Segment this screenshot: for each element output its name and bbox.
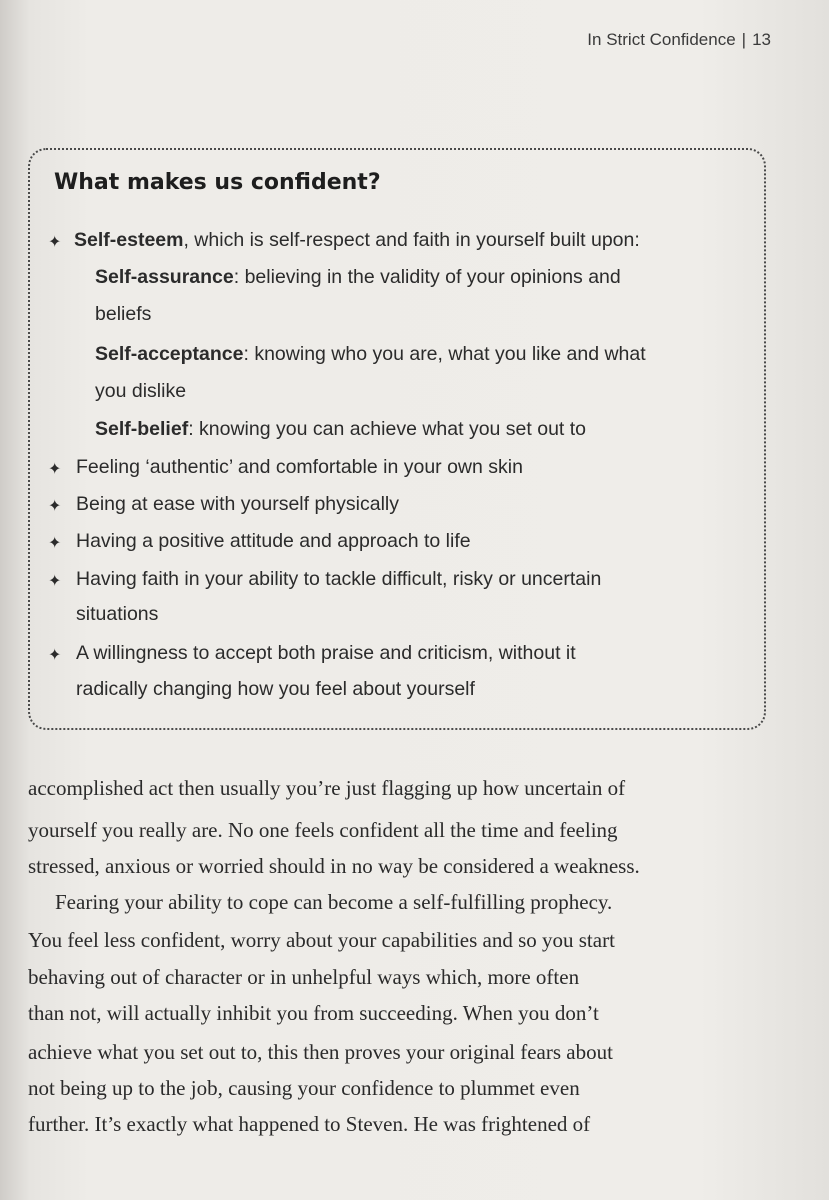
sub-self-belief bbox=[95, 411, 586, 448]
body-line: than not, will actually inhibit you from succeeding. When you don’t bbox=[28, 1001, 599, 1025]
header-title: In Strict Confidence bbox=[587, 30, 736, 49]
term-label: Self-assurance bbox=[95, 266, 234, 288]
bullet-icon: ✦ bbox=[48, 533, 62, 552]
body-line: Fearing your ability to cope can become a self-fulfilling prophecy. bbox=[55, 890, 613, 914]
bullet-faith-ability-cont: situations bbox=[76, 603, 159, 625]
body-line: accomplished act then usually you’re just flagging up how uncertain of bbox=[28, 776, 626, 800]
bullet-positive-attitude: Having a positive attitude and approach to life bbox=[76, 530, 471, 552]
sub-self-acceptance-cont: you dislike bbox=[95, 380, 187, 402]
bullet-icon: ✦ bbox=[48, 571, 62, 590]
running-header bbox=[587, 30, 771, 50]
body-line: stressed, anxious or worried should in no way be considered a weakness. bbox=[28, 854, 640, 878]
sub-self-assurance-cont: beliefs bbox=[95, 303, 152, 325]
term-label: Self-acceptance bbox=[95, 343, 244, 365]
page-number: 13 bbox=[752, 30, 771, 49]
bullet-authentic: Feeling ‘authentic’ and comfortable in your own skin bbox=[76, 456, 523, 478]
term-text: : knowing you can achieve what you set out to bbox=[188, 418, 587, 440]
header-separator: | bbox=[741, 30, 747, 49]
body-line: behaving out of character or in unhelpful ways which, more often bbox=[28, 965, 580, 989]
bullet-icon: ✦ bbox=[48, 232, 62, 251]
sub-self-acceptance bbox=[95, 336, 646, 373]
bullet-icon: ✦ bbox=[48, 645, 62, 664]
term-text: , which is self-respect and faith in yourself built upon: bbox=[183, 229, 640, 251]
bullet-willingness: A willingness to accept both praise and criticism, without it bbox=[76, 642, 576, 664]
term-label: Self-belief bbox=[95, 418, 189, 440]
body-line: You feel less confident, worry about your capabilities and so you start bbox=[28, 928, 615, 952]
bullet-physical-ease: Being at ease with yourself physically bbox=[76, 493, 399, 515]
body-line: yourself you really are. No one feels confident all the time and feeling bbox=[28, 818, 618, 842]
term-text: : believing in the validity of your opinions and bbox=[233, 266, 621, 288]
bullet-icon: ✦ bbox=[48, 496, 62, 515]
term-text: : knowing who you are, what you like and what bbox=[243, 343, 646, 365]
box-title: What makes us confident? bbox=[54, 170, 381, 195]
body-line: further. It’s exactly what happened to Steven. He was frightened of bbox=[28, 1112, 591, 1136]
body-line: achieve what you set out to, this then proves your original fears about bbox=[28, 1040, 613, 1064]
bullet-self-esteem bbox=[74, 222, 640, 259]
bullet-faith-ability: Having faith in your ability to tackle difficult, risky or uncertain bbox=[76, 568, 602, 590]
body-line: not being up to the job, causing your confidence to plummet even bbox=[28, 1076, 580, 1100]
bullet-icon: ✦ bbox=[48, 459, 62, 478]
sub-self-assurance bbox=[95, 259, 621, 296]
bullet-willingness-cont: radically changing how you feel about yourself bbox=[76, 678, 475, 700]
term-label: Self-esteem bbox=[74, 229, 184, 251]
